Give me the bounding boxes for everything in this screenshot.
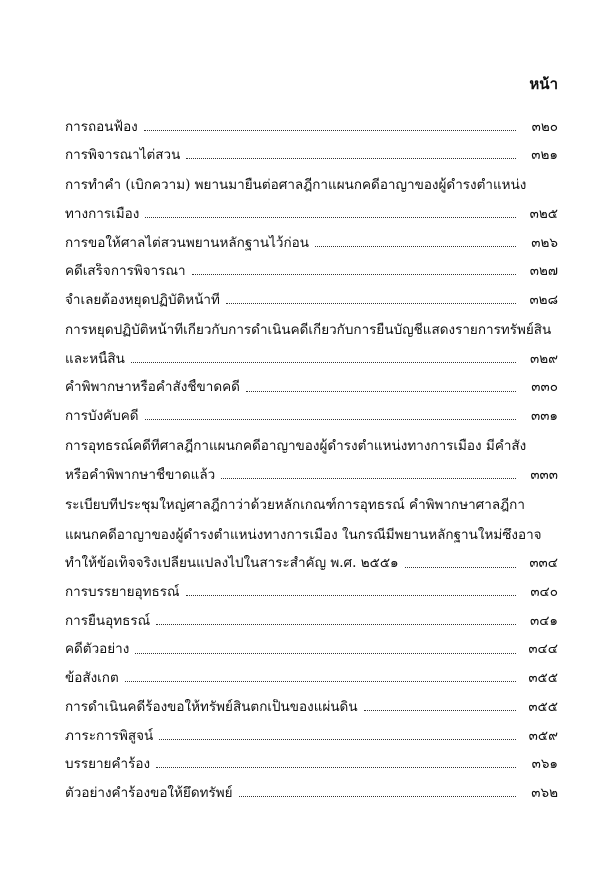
dot-leader (145, 217, 516, 218)
toc-entry-title: คำพิพากษาหรือคำสั่งชี้ขาดคดี (65, 379, 240, 396)
toc-entry (65, 222, 558, 251)
toc-entry-title: การพิจารณาไต่สวน (65, 147, 181, 164)
toc-entry (65, 338, 558, 367)
toc-entry-title: ตัวอย่างคำร้องขอให้ยึดทรัพย์ (65, 784, 233, 801)
dot-leader (192, 274, 516, 275)
toc-page-number: ๓๓๑ (530, 408, 558, 424)
dot-leader (226, 303, 516, 304)
dot-leader (156, 624, 516, 625)
toc-entry (65, 772, 558, 801)
dot-leader (186, 158, 516, 159)
toc-entry-title: และหนี้สิน (65, 350, 125, 367)
dot-leader (159, 739, 516, 740)
toc-entry-title: ทำให้ข้อเท็จจริงเปลี่ยนแปลงไปในสาระสำคัญ พ.ศ. ๒๕๕๑ (65, 555, 399, 572)
toc-entry (65, 543, 558, 572)
toc-page-number: ๓๖๑ (531, 756, 558, 773)
toc-entry (65, 193, 558, 222)
toc-entry-title: การดำเนินคดีร้องขอให้ทรัพย์สินตกเป็นของแผ่นดิน (65, 698, 358, 715)
toc-entry (65, 572, 558, 601)
toc-entry-title: แผนกคดีอาญาของผู้ดำรงตำแหน่งทางการเมือง ในกรณีมีพยานหลักฐานใหม่ซึ่งอาจ (65, 526, 542, 543)
toc-page-number: ๓๕๙ (528, 727, 558, 744)
dot-leader (131, 362, 516, 363)
toc-entry-title: การขอให้ศาลไต่สวนพยานหลักฐานไว้ก่อน (65, 234, 309, 251)
toc-entry-title: การบังคับคดี (65, 408, 139, 424)
dot-leader (221, 478, 516, 479)
toc-entry-line (65, 308, 558, 338)
toc-page-number: ๓๓๐ (531, 379, 558, 396)
toc-entry-title: การถอนฟ้อง (65, 118, 138, 135)
toc-entry (65, 658, 558, 687)
toc-entry-title: การยื่นอุทธรณ์ (65, 612, 151, 629)
toc-entry (65, 279, 558, 308)
dot-leader (125, 681, 516, 682)
toc-page-number: ๓๔๑ (529, 612, 558, 629)
dot-leader (405, 567, 516, 568)
toc-page-number: ๓๖๒ (531, 784, 558, 801)
toc-entry (65, 744, 558, 773)
toc-page-number: ๓๔๔ (528, 641, 558, 658)
toc-entry-title: คดีตัวอย่าง (65, 641, 130, 658)
dot-leader (156, 767, 516, 768)
toc-page-number: ๓๒๕ (529, 205, 558, 222)
dot-leader (186, 595, 517, 596)
toc-entry (65, 135, 558, 164)
toc-page-number: ๓๒๐ (531, 118, 558, 135)
toc-entry (65, 715, 558, 744)
dot-leader (315, 246, 516, 247)
dot-leader (239, 796, 516, 797)
toc-entry-title: ทางการเมือง (65, 205, 140, 222)
toc-page-number: ๓๒๖ (531, 234, 558, 251)
toc-page-number: ๓๒๘ (529, 291, 558, 308)
toc-page-number: ๓๔๐ (530, 584, 558, 601)
page-column-header: หน้า (529, 75, 558, 93)
toc-entry (65, 396, 558, 425)
toc-page-number: ๓๓๔ (529, 555, 558, 572)
toc-entry-title: บรรยายคำร้อง (65, 756, 151, 773)
toc-entry-title: การทำคำ (เบิกความ) พยานมายื่นต่อศาลฎีกาแผนกคดีอาญาของผู้ดำรงตำแหน่ง (65, 177, 527, 194)
dot-leader (145, 419, 516, 420)
toc-entry (65, 106, 558, 135)
toc-entry (65, 367, 558, 396)
toc-entry (65, 454, 558, 483)
toc-entry (65, 629, 558, 658)
toc-entry-title: ระเบียบที่ประชุมใหญ่ศาลฎีกาว่าด้วยหลักเกณฑ์การอุทธรณ์ คำพิพากษาศาลฎีกา (65, 496, 525, 513)
dot-leader (144, 130, 516, 131)
dot-leader (135, 653, 516, 654)
toc-page-number: ๓๒๑ (531, 147, 558, 164)
toc-entry-line (65, 163, 558, 193)
toc-page-number: ๓๓๓ (530, 466, 558, 483)
toc-page-number: ๓๕๕ (528, 698, 558, 715)
toc-entry-title: การอุทธรณ์คดีที่ศาลฎีกาแผนกคดีอาญาของผู้ดำรงตำแหน่งทางการเมือง มีคำสั่ง (65, 438, 527, 454)
toc-entry-line (65, 424, 558, 454)
toc-entry-title: ภาระการพิสูจน์ (65, 727, 154, 744)
toc-entry-line (65, 513, 558, 543)
toc-page-number: ๓๕๕ (528, 670, 558, 687)
toc-entry (65, 600, 558, 629)
toc-entry-title: การบรรยายอุทธรณ์ (65, 584, 180, 601)
dot-leader (246, 391, 516, 392)
toc-entry-line (65, 483, 558, 513)
dot-leader (364, 710, 516, 711)
toc-entry-title: จำเลยต้องหยุดปฏิบัติหน้าที่ (65, 291, 220, 308)
toc-entry (65, 686, 558, 715)
toc-entry-title: คดีเสร็จการพิจารณา (65, 263, 186, 280)
toc-entry-title: ข้อสังเกต (65, 670, 119, 687)
toc-entry (65, 251, 558, 280)
toc-page-number: ๓๒๗ (529, 263, 558, 280)
toc-entry-title: การหยุดปฏิบัติหน้าที่เกี่ยวกับการดำเนินคดีเกี่ยวกับการยื่นบัญชีแสดงรายการทรัพย์สิน (65, 321, 552, 338)
toc-entry-title: หรือคำพิพากษาชี้ขาดแล้ว (65, 466, 216, 483)
toc-page-number: ๓๒๙ (529, 350, 558, 367)
table-of-contents (65, 106, 558, 801)
